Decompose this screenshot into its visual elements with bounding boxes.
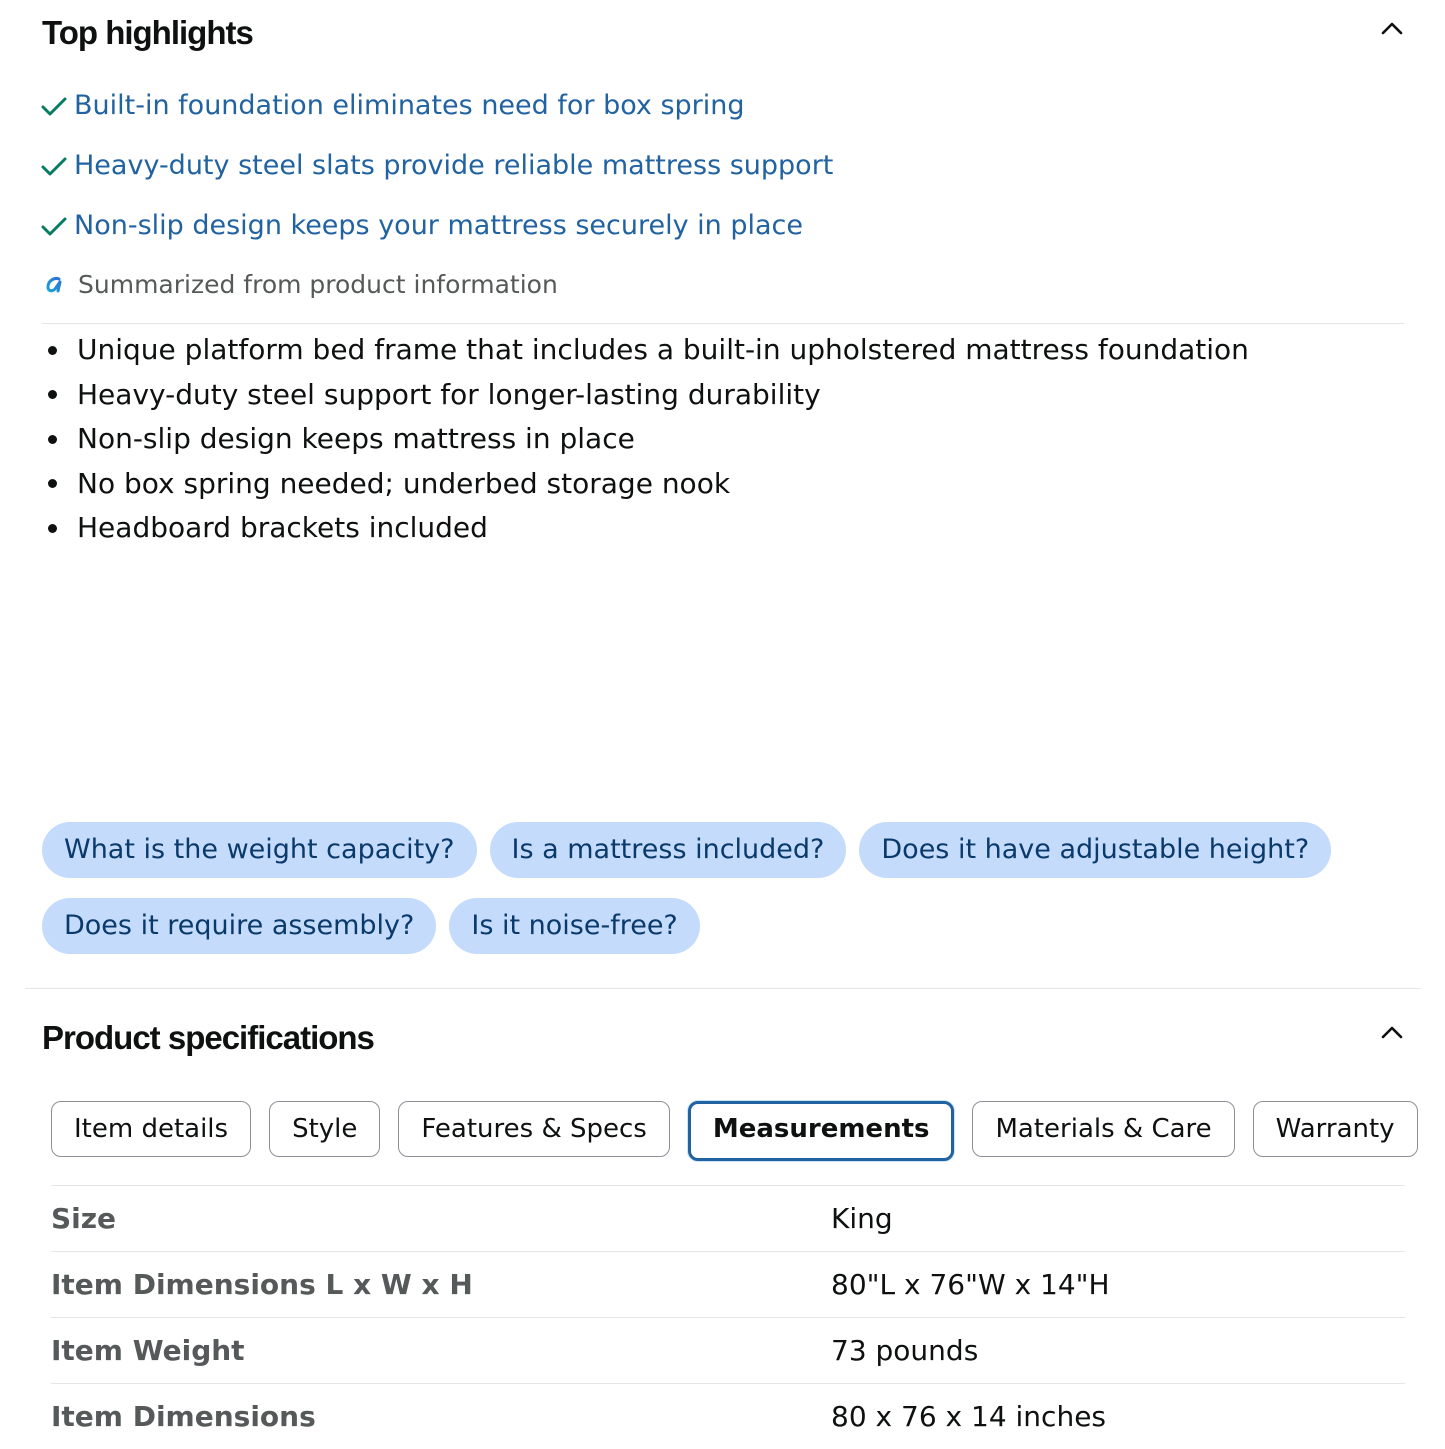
question-chip[interactable]: Does it require assembly? (42, 898, 436, 954)
bullet-item (42, 328, 1249, 373)
bullet-text: Unique platform bed frame that includes a built-in upholstered mattress foundation (77, 328, 1249, 373)
spec-table (51, 1185, 1405, 1449)
spec-value: 73 pounds (831, 1318, 1405, 1384)
table-row (51, 1252, 1405, 1318)
summary-note-text: Summarized from product information (78, 270, 558, 299)
bullet-item (42, 462, 1249, 507)
tab-item-details[interactable]: Item details (51, 1101, 251, 1157)
tab-materials-care[interactable]: Materials & Care (972, 1101, 1234, 1157)
spec-key: Size (51, 1186, 831, 1252)
highlight-item[interactable] (40, 150, 833, 181)
tab-features-specs[interactable]: Features & Specs (398, 1101, 669, 1157)
bullet-item (42, 417, 1249, 462)
check-icon (40, 92, 68, 120)
bullet-text: Non-slip design keeps mattress in place (77, 417, 635, 462)
question-chip[interactable]: Does it have adjustable height? (859, 822, 1331, 878)
spec-key: Item Dimensions (51, 1384, 831, 1449)
section-divider (25, 988, 1421, 989)
bullet-item (42, 506, 1249, 551)
bullet-item (42, 373, 1249, 418)
product-specifications-title: Product specifications (42, 1019, 374, 1057)
highlight-item[interactable] (40, 210, 803, 241)
top-highlights-title: Top highlights (42, 14, 253, 52)
tab-warranty[interactable]: Warranty (1253, 1101, 1418, 1157)
check-icon (40, 152, 68, 180)
spec-key: Item Dimensions L x W x H (51, 1252, 831, 1318)
chevron-up-icon[interactable] (1381, 18, 1403, 40)
table-row (51, 1318, 1405, 1384)
spec-value: 80"L x 76"W x 14"H (831, 1252, 1405, 1318)
bullet-dot (48, 524, 57, 533)
spec-tabs (51, 1101, 1418, 1161)
spec-key: Item Weight (51, 1318, 831, 1384)
highlight-item[interactable] (40, 90, 745, 121)
bullet-dot (48, 346, 57, 355)
chevron-up-icon[interactable] (1381, 1022, 1403, 1044)
tab-measurements[interactable]: Measurements (688, 1101, 955, 1161)
spec-value: 80 x 76 x 14 inches (831, 1384, 1405, 1449)
bullet-dot (48, 390, 57, 399)
table-row (51, 1186, 1405, 1252)
bullet-text: No box spring needed; underbed storage nook (77, 462, 730, 507)
question-chip[interactable]: Is it noise-free? (449, 898, 699, 954)
ai-sparkle-icon (44, 274, 66, 296)
bullet-dot (48, 435, 57, 444)
table-row (51, 1384, 1405, 1449)
question-chip[interactable]: Is a mattress included? (490, 822, 847, 878)
bullet-text: Heavy-duty steel support for longer-lasting durability (77, 373, 821, 418)
highlight-text: Non-slip design keeps your mattress securely in place (74, 210, 803, 241)
check-icon (40, 212, 68, 240)
question-chip[interactable]: What is the weight capacity? (42, 822, 477, 878)
question-chips-row-1 (42, 822, 1331, 878)
bullet-dot (48, 479, 57, 488)
summary-note (44, 270, 558, 299)
question-chips-row-2 (42, 898, 700, 954)
spec-value: King (831, 1186, 1405, 1252)
feature-bullets (42, 328, 1249, 551)
bullet-text: Headboard brackets included (77, 506, 488, 551)
highlight-text: Built-in foundation eliminates need for box spring (74, 90, 745, 121)
highlight-text: Heavy-duty steel slats provide reliable mattress support (74, 150, 833, 181)
divider (42, 323, 1404, 324)
tab-style[interactable]: Style (269, 1101, 380, 1157)
